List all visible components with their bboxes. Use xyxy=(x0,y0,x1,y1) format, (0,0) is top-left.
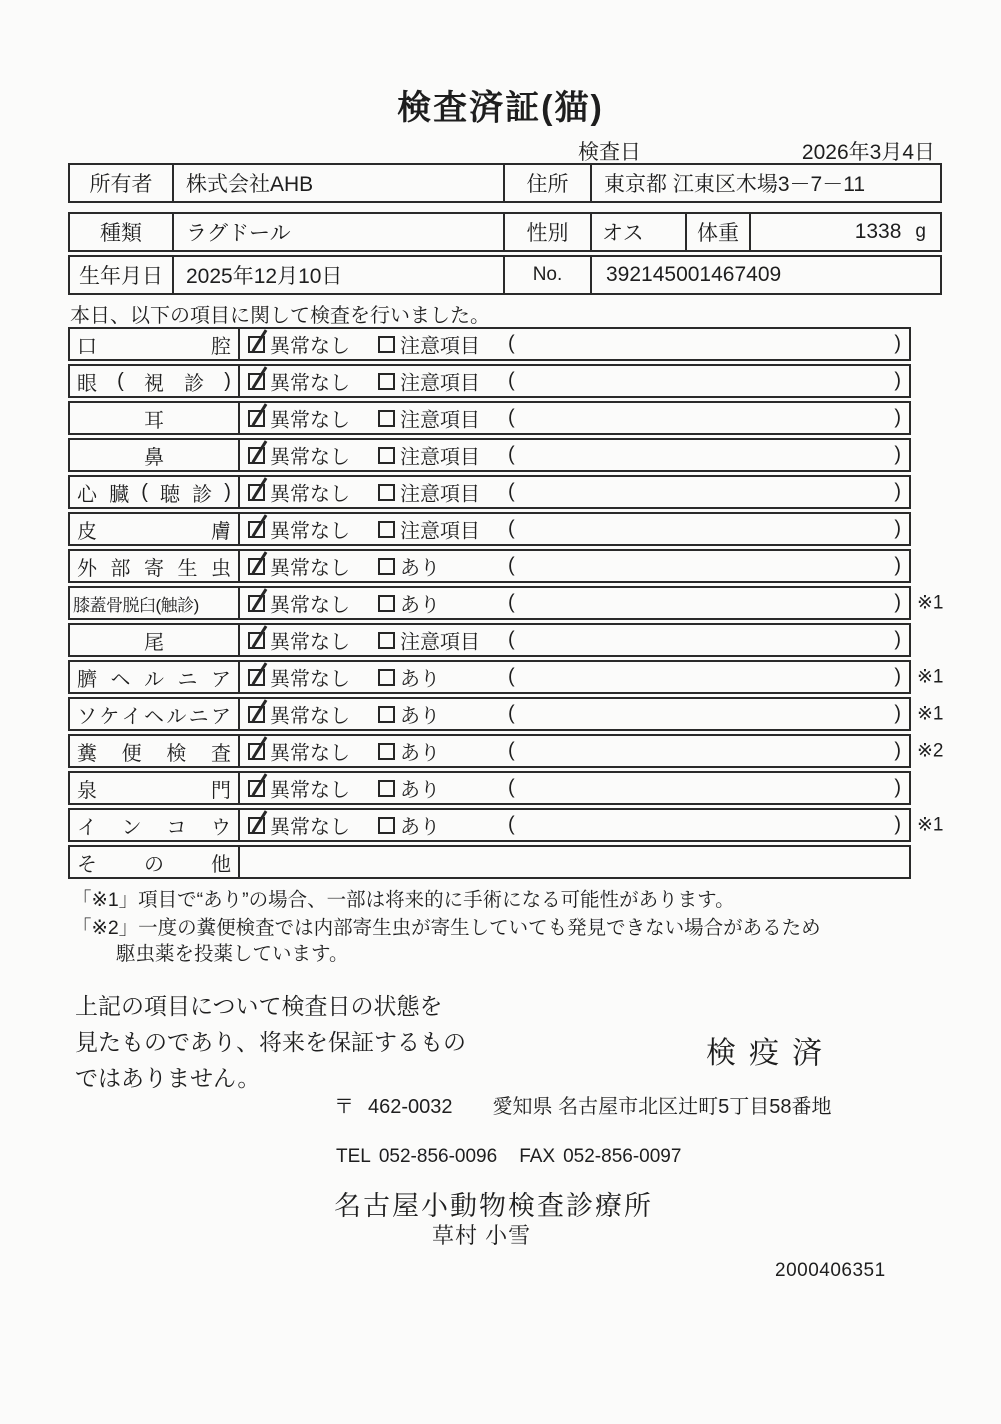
checklist-row-label xyxy=(70,810,240,840)
label-char: 尾 xyxy=(144,631,164,654)
disclaimer-line-2: 見たものであり、将来を保証するもの xyxy=(75,1029,466,1055)
checkbox-attention xyxy=(378,484,395,501)
footnote-1: 「※1」項目で“あり”の場合、一部は将来的に手術になる可能性があります。 xyxy=(72,889,735,911)
paren-close: ) xyxy=(894,554,901,577)
checklist-row xyxy=(68,549,911,583)
label-char: ソ xyxy=(77,705,97,728)
disclaimer-line-1: 上記の項目について検査日の状態を xyxy=(75,993,443,1019)
paren-open: ( xyxy=(508,443,515,466)
checklist-table xyxy=(68,327,944,882)
checkbox-attention xyxy=(378,706,395,723)
checklist-row-content xyxy=(240,810,909,840)
sex-value: オス xyxy=(592,214,687,250)
label-char: 膚 xyxy=(211,520,231,543)
checkbox-no-abnormality xyxy=(248,743,265,760)
checkbox-attention xyxy=(378,595,395,612)
checkbox-attention xyxy=(378,669,395,686)
checkbox-attention xyxy=(378,780,395,797)
breed-row xyxy=(68,212,942,252)
label-char: 診 xyxy=(184,372,205,395)
postal-code: 462-0032 xyxy=(368,1096,453,1118)
document-title: 検査済証(猫) xyxy=(397,89,604,127)
option1-label: 異常なし xyxy=(270,816,350,839)
checklist-row-label xyxy=(70,588,240,618)
paren-close: ) xyxy=(894,480,901,503)
option1-label: 異常なし xyxy=(270,631,350,654)
label-char: ( xyxy=(117,369,124,392)
checklist-row xyxy=(68,364,911,398)
label-char: 泉 xyxy=(77,779,97,802)
paren-close: ) xyxy=(894,517,901,540)
footnote-2-continued: 駆虫薬を投薬しています。 xyxy=(116,943,349,965)
label-char: ( xyxy=(141,480,148,503)
label-char: ケ xyxy=(99,705,120,728)
address-value: 東京都 江東区木場3－7－11 xyxy=(604,173,865,196)
paren-open: ( xyxy=(508,406,515,429)
paren-open: ( xyxy=(508,665,515,688)
checklist-row-label xyxy=(70,403,240,433)
row-note: ※1 xyxy=(917,814,944,836)
checklist-row xyxy=(68,623,911,657)
checkbox-no-abnormality xyxy=(248,595,265,612)
paren-close: ) xyxy=(894,332,901,355)
label-char: ニ xyxy=(177,668,198,691)
checkbox-attention xyxy=(378,447,395,464)
checkbox-no-abnormality xyxy=(248,410,265,427)
no-label: No. xyxy=(505,257,592,293)
paren-open: ( xyxy=(508,332,515,355)
checklist-row-label xyxy=(70,366,240,396)
label-char: ア xyxy=(210,705,231,728)
label-char: 外 xyxy=(77,557,97,580)
address-label: 住所 xyxy=(505,165,592,201)
checkbox-no-abnormality xyxy=(248,484,265,501)
option1-label: 異常なし xyxy=(270,335,350,358)
label-char: 検 xyxy=(166,742,187,765)
birthdate-label: 生年月日 xyxy=(70,257,174,293)
paren-close: ) xyxy=(894,776,901,799)
checklist-row xyxy=(68,327,911,361)
checklist-row-content xyxy=(240,847,909,877)
breed-label: 種類 xyxy=(70,214,174,250)
paren-open: ( xyxy=(508,369,515,392)
checklist-row-label xyxy=(70,551,240,581)
paren-close: ) xyxy=(894,665,901,688)
checklist-row xyxy=(68,697,944,731)
label-char: ヘ xyxy=(110,668,131,691)
label-char: ニ xyxy=(188,705,209,728)
paren-open: ( xyxy=(508,591,515,614)
row-note: ※1 xyxy=(917,703,944,725)
label-char: 他 xyxy=(211,853,231,876)
tel-label: TEL xyxy=(336,1146,371,1167)
checklist-row-label xyxy=(70,477,240,507)
paren-close: ) xyxy=(894,443,901,466)
label-char: 視 xyxy=(143,372,164,395)
checklist-row xyxy=(68,771,911,805)
label-char: ヘ xyxy=(143,705,164,728)
inspection-date-value: 2026年3月4日 xyxy=(801,141,935,164)
footnote-2: 「※2」一度の糞便検査では内部寄生虫が寄生していても発見できない場合があるため xyxy=(72,917,821,939)
option2-label: 注意項目 xyxy=(400,446,480,469)
checkbox-no-abnormality xyxy=(248,817,265,834)
quarantine-stamp: 検疫済 xyxy=(706,1037,835,1070)
checklist-row-label xyxy=(70,699,240,729)
no-value: 392145001467409 xyxy=(606,263,782,286)
checklist-row-content xyxy=(240,329,909,359)
checklist-row-content xyxy=(240,514,909,544)
tel-number: 052-856-0096 xyxy=(378,1146,498,1167)
label-char: ) xyxy=(224,369,231,392)
checklist-row-content xyxy=(240,699,909,729)
label-char: 聴 xyxy=(160,483,181,506)
label-char: 口 xyxy=(77,335,97,358)
checklist-row-content xyxy=(240,736,909,766)
option1-label: 異常なし xyxy=(270,668,350,691)
label-char: 鼻 xyxy=(144,446,164,469)
checkbox-no-abnormality xyxy=(248,336,265,353)
option2-label: 注意項目 xyxy=(400,520,480,543)
label-char: 部 xyxy=(110,557,131,580)
checklist-row-content xyxy=(240,625,909,655)
checkbox-attention xyxy=(378,743,395,760)
checkbox-no-abnormality xyxy=(248,558,265,575)
checklist-row xyxy=(68,808,944,842)
label-char: 診 xyxy=(192,483,213,506)
checklist-row xyxy=(68,401,911,435)
checklist-row-label xyxy=(70,773,240,803)
checklist-row-label xyxy=(70,736,240,766)
paren-close: ) xyxy=(894,628,901,651)
checklist-row-content xyxy=(240,403,909,433)
disclaimer-line-3: ではありません。 xyxy=(75,1065,261,1091)
option1-label: 異常なし xyxy=(270,446,350,469)
row-note: ※2 xyxy=(917,740,944,762)
checkbox-attention xyxy=(378,521,395,538)
label-char: 糞 xyxy=(77,742,97,765)
checklist-intro: 本日、以下の項目に関して検査を行いました。 xyxy=(70,305,490,327)
label-char: 査 xyxy=(210,742,231,765)
breed-value: ラグドール xyxy=(174,214,505,250)
weight-label: 体重 xyxy=(687,214,751,250)
birthdate-row xyxy=(68,255,942,295)
label-char: ル xyxy=(144,668,164,691)
clinic-name: 名古屋小動物検査診療所 xyxy=(334,1191,653,1221)
paren-close: ) xyxy=(894,702,901,725)
checklist-row-content xyxy=(240,440,909,470)
option1-label: 異常なし xyxy=(270,520,350,543)
checklist-row-content xyxy=(240,366,909,396)
label-char: ウ xyxy=(210,816,231,839)
clinic-address: 愛知県 名古屋市北区辻町5丁目58番地 xyxy=(492,1096,832,1118)
checklist-row-label xyxy=(70,847,240,877)
checklist-row xyxy=(68,512,911,546)
label-char: 眼 xyxy=(77,372,97,395)
label-char: 心 xyxy=(77,483,97,506)
label-char: 皮 xyxy=(77,520,97,543)
checklist-row-content xyxy=(240,477,909,507)
label-char: 腔 xyxy=(211,335,231,358)
owner-value: 株式会社AHB xyxy=(174,165,505,201)
checklist-row xyxy=(68,660,944,694)
checklist-row xyxy=(68,734,944,768)
option1-label: 異常なし xyxy=(270,705,350,728)
label-char: イ xyxy=(77,816,97,839)
option2-label: 注意項目 xyxy=(400,631,480,654)
label-char: 臓 xyxy=(109,483,130,506)
checklist-row xyxy=(68,438,911,472)
checklist-row-label xyxy=(70,514,240,544)
option2-label: 注意項目 xyxy=(400,372,480,395)
label-char: コ xyxy=(166,816,187,839)
weight-value: 1338 xyxy=(854,220,902,243)
checkbox-no-abnormality xyxy=(248,373,265,390)
paren-open: ( xyxy=(508,554,515,577)
checklist-row-label xyxy=(70,440,240,470)
option2-label: 注意項目 xyxy=(400,409,480,432)
checkbox-attention xyxy=(378,817,395,834)
paren-open: ( xyxy=(508,628,515,651)
checkbox-attention xyxy=(378,373,395,390)
weight-unit: g xyxy=(915,221,926,242)
serial-number: 2000406351 xyxy=(775,1260,886,1281)
checklist-row-label xyxy=(70,625,240,655)
option2-label: 注意項目 xyxy=(400,335,480,358)
label-char: 臍 xyxy=(77,668,97,691)
option1-label: 異常なし xyxy=(270,483,350,506)
option2-label: 注意項目 xyxy=(400,483,480,506)
label-char: の xyxy=(144,853,164,876)
checklist-row xyxy=(68,475,911,509)
label-char: 門 xyxy=(211,779,231,802)
label-char: 耳 xyxy=(144,409,164,432)
weight-cell xyxy=(751,214,940,250)
label-char: イ xyxy=(121,705,142,728)
checklist-row-label xyxy=(70,662,240,692)
clinic-postal-address xyxy=(334,1090,831,1119)
option1-label: 異常なし xyxy=(270,409,350,432)
birthdate-value: 2025年12月10日 xyxy=(174,257,505,293)
label-char: そ xyxy=(77,853,97,876)
checklist-row xyxy=(68,586,944,620)
checkbox-attention xyxy=(378,336,395,353)
checkbox-no-abnormality xyxy=(248,521,265,538)
option2-label: あり xyxy=(400,742,440,765)
checklist-row xyxy=(68,845,911,879)
paren-open: ( xyxy=(508,739,515,762)
option2-label: あり xyxy=(400,557,440,580)
paren-open: ( xyxy=(508,776,515,799)
sex-label: 性別 xyxy=(505,214,592,250)
option1-label: 異常なし xyxy=(270,779,350,802)
label-char: ン xyxy=(121,816,142,839)
checklist-row-label xyxy=(70,329,240,359)
fax-number: 052-856-0097 xyxy=(563,1146,682,1167)
label-char: 膝蓋骨脱臼(触診) xyxy=(73,595,199,615)
paren-open: ( xyxy=(508,480,515,503)
fax-label: FAX xyxy=(519,1146,556,1167)
clinic-tel-fax xyxy=(336,1146,681,1168)
option2-label: あり xyxy=(400,668,440,691)
checkbox-no-abnormality xyxy=(248,447,265,464)
owner-label: 所有者 xyxy=(70,165,174,201)
checkbox-attention xyxy=(378,558,395,575)
option2-label: あり xyxy=(400,594,440,617)
label-char: ル xyxy=(166,705,187,728)
checklist-row-content xyxy=(240,662,909,692)
option1-label: 異常なし xyxy=(270,372,350,395)
paren-close: ) xyxy=(894,813,901,836)
label-char: 便 xyxy=(121,742,142,765)
checkbox-no-abnormality xyxy=(248,780,265,797)
inspection-date-label: 検査日 xyxy=(578,141,641,164)
option2-label: あり xyxy=(400,705,440,728)
checkbox-no-abnormality xyxy=(248,706,265,723)
paren-open: ( xyxy=(508,517,515,540)
paren-close: ) xyxy=(894,369,901,392)
paren-close: ) xyxy=(894,406,901,429)
option2-label: あり xyxy=(400,779,440,802)
checklist-row-content xyxy=(240,588,909,618)
checkbox-attention xyxy=(378,410,395,427)
paren-open: ( xyxy=(508,702,515,725)
owner-table xyxy=(68,163,942,203)
paren-close: ) xyxy=(894,591,901,614)
option1-label: 異常なし xyxy=(270,742,350,765)
option2-label: あり xyxy=(400,816,440,839)
postal-mark: 〒 xyxy=(334,1096,354,1118)
checkbox-attention xyxy=(378,632,395,649)
row-note: ※1 xyxy=(917,666,944,688)
label-char: 虫 xyxy=(211,557,231,580)
option1-label: 異常なし xyxy=(270,594,350,617)
option1-label: 異常なし xyxy=(270,557,350,580)
label-char: 生 xyxy=(177,557,198,580)
paren-close: ) xyxy=(894,739,901,762)
veterinarian-name: 草村 小雪 xyxy=(432,1223,532,1248)
checkbox-no-abnormality xyxy=(248,632,265,649)
checklist-row-content xyxy=(240,773,909,803)
label-char: 寄 xyxy=(144,557,164,580)
label-char: ) xyxy=(224,480,231,503)
checkbox-no-abnormality xyxy=(248,669,265,686)
paren-open: ( xyxy=(508,813,515,836)
checklist-row-content xyxy=(240,551,909,581)
label-char: ア xyxy=(211,668,231,691)
row-note: ※1 xyxy=(917,592,944,614)
